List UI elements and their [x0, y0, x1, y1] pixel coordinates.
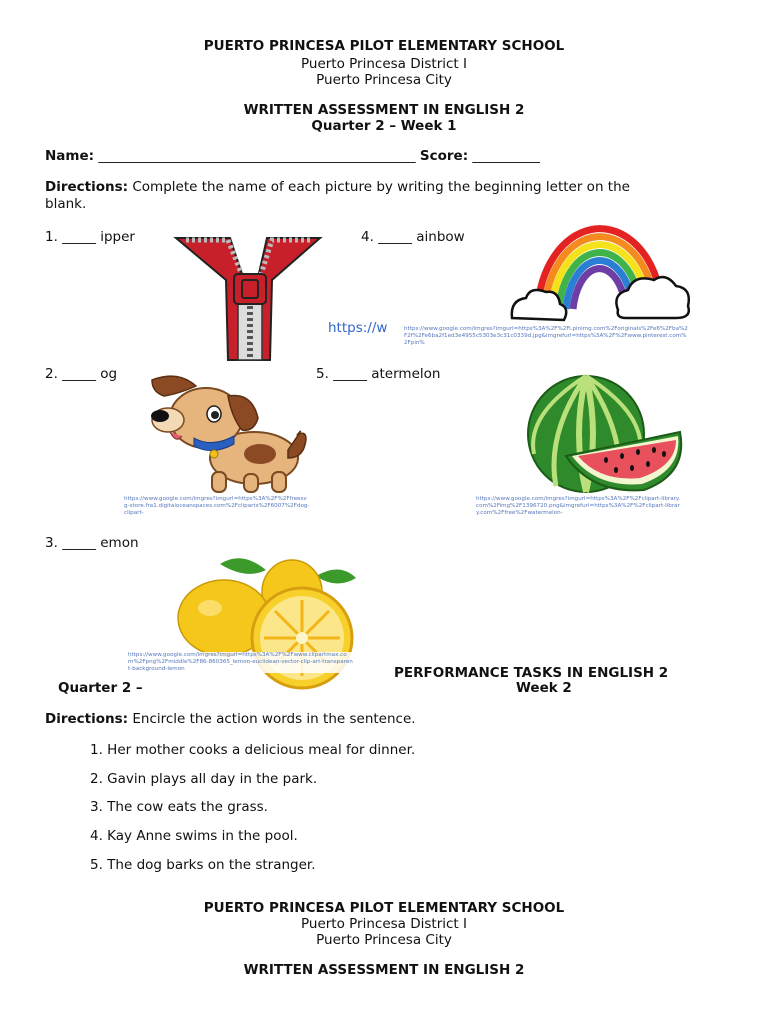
item-5: [316, 366, 440, 382]
district-name: Puerto Princesa District I: [300, 56, 467, 72]
directions-1: [45, 179, 735, 213]
sentence-5: 5. The dog barks on the stranger.: [90, 857, 316, 873]
item-4: [361, 229, 465, 245]
item-number: 4.: [361, 229, 374, 245]
dog-icon: [148, 374, 313, 496]
sentence-4: 4. Kay Anne swims in the pool.: [90, 828, 298, 844]
item-3: [45, 535, 139, 551]
partial-link[interactable]: https://w: [328, 320, 388, 336]
performance-quarter: Quarter 2 –: [58, 680, 143, 696]
item-word: atermelon: [371, 366, 441, 382]
item-blank: _____: [62, 535, 96, 551]
directions-text: Complete the name of each picture by writing the beginning letter on the: [128, 179, 630, 195]
directions-2: [45, 711, 416, 727]
name-score-line: [45, 148, 540, 164]
sentence-1: 1. Her mother cooks a delicious meal for dinner.: [90, 742, 416, 758]
assessment-title: WRITTEN ASSESSMENT IN ENGLISH 2: [243, 102, 525, 118]
item-number: 3.: [45, 535, 58, 551]
item-blank: _____: [62, 229, 96, 245]
footer-school-name: PUERTO PRINCESA PILOT ELEMENTARY SCHOOL: [203, 900, 565, 916]
performance-title: PERFORMANCE TASKS IN ENGLISH 2: [394, 665, 669, 681]
directions-text-2: blank.: [45, 196, 87, 212]
performance-week: Week 2: [516, 680, 572, 696]
name-label: Name:: [45, 148, 95, 164]
item-word: ainbow: [416, 229, 465, 245]
item-1: [45, 229, 135, 245]
rainbow-icon: [508, 214, 693, 324]
item-word: ipper: [100, 229, 135, 245]
score-label: Score:: [419, 148, 469, 164]
school-name: PUERTO PRINCESA PILOT ELEMENTARY SCHOOL: [203, 38, 565, 54]
item-number: 2.: [45, 366, 58, 382]
item-2: [45, 366, 117, 382]
item-blank: _____: [333, 366, 367, 382]
dog-source-link[interactable]: https://www.google.com/imgres?imgurl=https%3A%2F%2Ffreesvg-store.fra1.digitaloceanspaces.com%2Fcliparts%2F6007%2Fdog-clipart-: [124, 496, 310, 516]
watermelon-source-link[interactable]: https://www.google.com/imgres?imgurl=https%3A%2F%2Fclipart-library.com%2Fimg%2F1396720.png&imgrefurl=https%3A%2F%2Fclipart-library.com%2Ffree%2Fwatermelon-: [476, 496, 681, 516]
zipper-icon: [172, 234, 322, 360]
item-blank: _____: [378, 229, 412, 245]
rainbow-source-link[interactable]: https://www.google.com/imgres?imgurl=https%3A%2F%2Fi.pinimg.com%2Foriginals%2Fe6%2Fba%2F2f%2Fe6ba2f1ed3e4955c5303e3c31c0339d.jpg&imgrefurl=https%3A%2F%2Fwww.pinterest.com%2Fpin%: [404, 326, 688, 346]
sentence-2: 2. Gavin plays all day in the park.: [90, 771, 318, 787]
directions-label: Directions:: [45, 179, 129, 195]
lemon-source-link[interactable]: https://www.google.com/imgres?imgurl=https%3A%2F%2Fwww.clipartmax.com%2Fpng%2Fmiddle%2F86-860365_lemon-euclidean-vector-clip-art-transparent-background-lemon: [128, 652, 353, 672]
city-name: Puerto Princesa City: [316, 72, 452, 88]
item-word: emon: [100, 535, 139, 551]
item-number: 1.: [45, 229, 58, 245]
item-number: 5.: [316, 366, 329, 382]
footer-city-name: Puerto Princesa City: [316, 932, 452, 948]
watermelon-icon: [526, 374, 688, 496]
footer-assessment-title: WRITTEN ASSESSMENT IN ENGLISH 2: [243, 962, 525, 978]
quarter-week: Quarter 2 – Week 1: [311, 118, 457, 134]
score-blank: __________: [472, 148, 540, 164]
item-word: og: [100, 366, 118, 382]
sentence-3: 3. The cow eats the grass.: [90, 799, 268, 815]
name-blank: _______________________________________________: [98, 148, 416, 164]
item-blank: _____: [62, 366, 96, 382]
directions-text: Encircle the action words in the sentence.: [128, 711, 416, 727]
footer-district-name: Puerto Princesa District I: [300, 916, 467, 932]
directions-label: Directions:: [45, 711, 129, 727]
